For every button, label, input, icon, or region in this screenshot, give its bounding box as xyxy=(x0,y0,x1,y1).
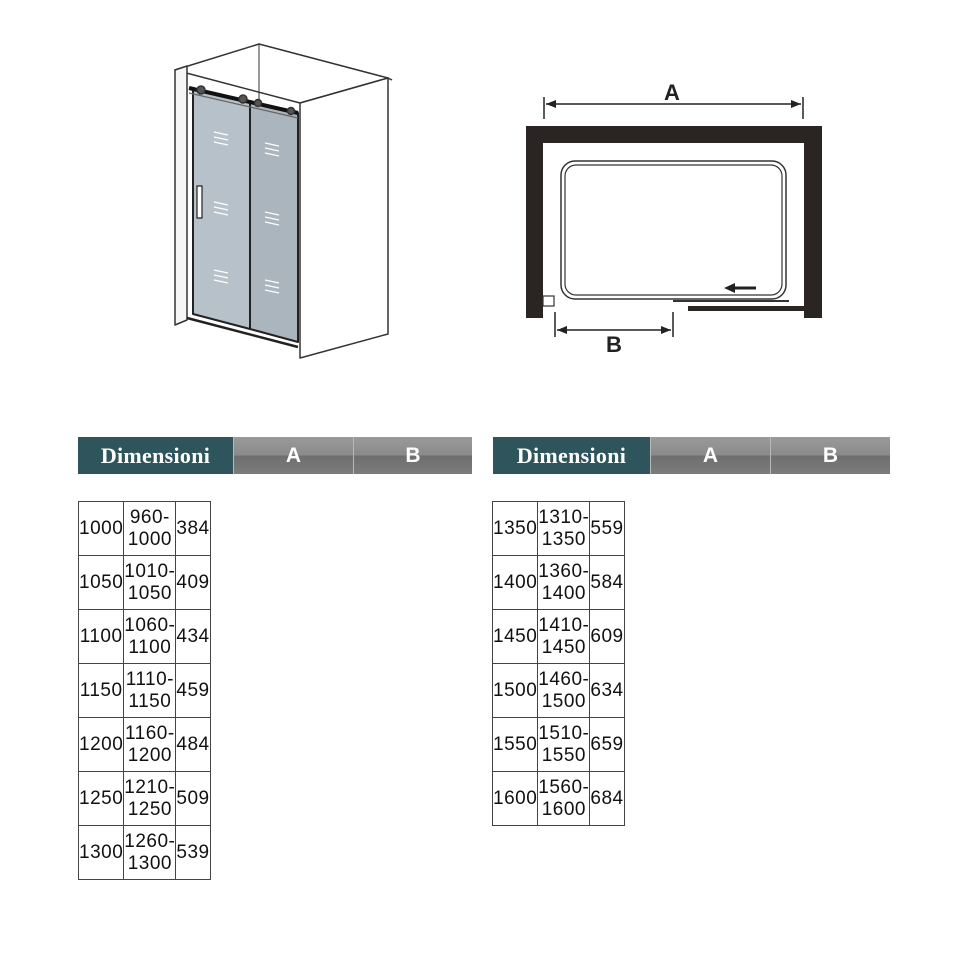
cell-dimensioni: 1600 xyxy=(493,772,538,826)
shower-enclosure-perspective xyxy=(175,44,392,358)
dimension-a-label: A xyxy=(664,80,680,105)
cell-dimensioni: 1400 xyxy=(493,556,538,610)
header-dimensioni: Dimensioni xyxy=(493,437,650,474)
table-row xyxy=(79,826,211,880)
cell-a: 1010-1050 xyxy=(124,556,176,610)
cell-a: 1310-1350 xyxy=(538,502,590,556)
cell-dimensioni: 1450 xyxy=(493,610,538,664)
cell-b: 434 xyxy=(176,610,210,664)
walls xyxy=(526,126,822,318)
cell-a: 1510-1550 xyxy=(538,718,590,772)
dimension-b-label: B xyxy=(606,332,622,357)
cell-b: 459 xyxy=(176,664,210,718)
shower-tray xyxy=(561,161,786,299)
cell-dimensioni: 1300 xyxy=(79,826,124,880)
cell-dimensioni: 1550 xyxy=(493,718,538,772)
cell-a: 1260-1300 xyxy=(124,826,176,880)
table-row xyxy=(493,772,625,826)
cell-dimensioni: 1200 xyxy=(79,718,124,772)
fixed-glass-panel xyxy=(688,306,804,311)
cell-dimensioni: 1000 xyxy=(79,502,124,556)
cell-b: 539 xyxy=(176,826,210,880)
cell-b: 584 xyxy=(590,556,624,610)
cell-a: 1560-1600 xyxy=(538,772,590,826)
cell-a: 960-1000 xyxy=(124,502,176,556)
cell-a: 1460-1500 xyxy=(538,664,590,718)
cell-b: 384 xyxy=(176,502,210,556)
cell-a: 1060-1100 xyxy=(124,610,176,664)
header-a: A xyxy=(650,437,770,474)
table-row xyxy=(493,664,625,718)
cell-b: 609 xyxy=(590,610,624,664)
cell-a: 1360-1400 xyxy=(538,556,590,610)
shower-plan-view xyxy=(526,80,822,357)
table-header xyxy=(78,437,472,474)
cell-b: 559 xyxy=(590,502,624,556)
table-row xyxy=(493,556,625,610)
cell-dimensioni: 1250 xyxy=(79,772,124,826)
table-row xyxy=(79,664,211,718)
cell-dimensioni: 1500 xyxy=(493,664,538,718)
table-row xyxy=(493,502,625,556)
table-header xyxy=(493,437,890,474)
table-body xyxy=(492,501,625,826)
cell-a: 1160-1200 xyxy=(124,718,176,772)
cell-dimensioni: 1150 xyxy=(79,664,124,718)
cell-b: 484 xyxy=(176,718,210,772)
cell-dimensioni: 1350 xyxy=(493,502,538,556)
cell-a: 1410-1450 xyxy=(538,610,590,664)
header-a: A xyxy=(233,437,353,474)
header-dimensioni: Dimensioni xyxy=(78,437,233,474)
table-row xyxy=(79,718,211,772)
cell-dimensioni: 1050 xyxy=(79,556,124,610)
cell-a: 1210-1250 xyxy=(124,772,176,826)
shower-diagrams xyxy=(0,0,954,400)
table-row xyxy=(79,502,211,556)
table-row xyxy=(79,772,211,826)
cell-a: 1110-1150 xyxy=(124,664,176,718)
cell-b: 684 xyxy=(590,772,624,826)
table-row xyxy=(493,610,625,664)
slide-direction-arrow xyxy=(724,283,756,293)
header-b: B xyxy=(770,437,890,474)
table-row xyxy=(493,718,625,772)
cell-b: 509 xyxy=(176,772,210,826)
table-body xyxy=(78,501,211,880)
table-row xyxy=(79,610,211,664)
cell-b: 409 xyxy=(176,556,210,610)
cell-b: 634 xyxy=(590,664,624,718)
table-row xyxy=(79,556,211,610)
header-b: B xyxy=(353,437,472,474)
cell-b: 659 xyxy=(590,718,624,772)
cell-dimensioni: 1100 xyxy=(79,610,124,664)
